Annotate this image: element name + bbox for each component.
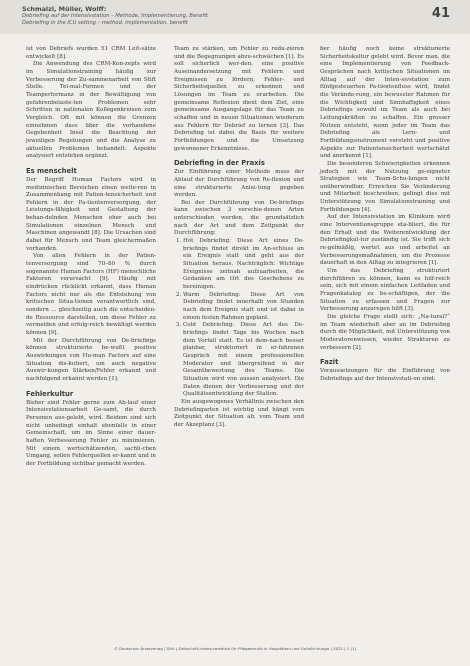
text-column-1 <box>26 46 156 468</box>
list-item: 2. Warm Debriefing: Diese Art von Debriefing findet innerhalb von Stunden nach dem Ereignis statt und ist dabei in einem festen Rahmen geplant. <box>183 292 304 323</box>
running-header <box>0 0 470 34</box>
paragraph: Bisher sind Fehler gerne zum Ab-lauf einer Intensivstationsarbeit Ge-samt, die durch Personen aus-gelebt, wird. Beidem sind sich nicht unbedingt einhalt ebenfalls in einer Gemeinschaft, um im Sinne einer dauer-haften Verbesserung Fehler zu minimieren. Mit einem wertschätzenden, sachli-chen Umgang, sollen Fehlerquellen er-kannt und in der Fortbildung sichtbar gemacht werden. <box>26 399 156 467</box>
paragraph: Mit der Durchführung von De-briefings können strukturierte be-wußt positive Auswirkungen von Hu-man Factors auf eine Situation dis-kutiert, um auch negative Auswir-kungen Stärken/Fehler erkannt und nachfolgend erkannt werden [1]. <box>26 337 156 382</box>
paragraph: Ein ausgewogenes Verhältnis zwischen den Debriefingarten ist wichtig und hängt vom Zeitpunkt der Situation ab, vom Team und der Akzeptanz [3]. <box>174 398 304 428</box>
paragraph: Voraussetzungen für die Einführung von Debriefings auf der Intensivstati-on sind: <box>320 368 450 382</box>
debriefing-types-list <box>174 238 304 399</box>
paragraph: Die gleiche Frage stellt sich: „Na-tural?“ im Team wiederholt aber an im Debriefing durch die Möglichkeit, mit Unterstützung von Moderatorenwissen, wieder Strukturen zu verbessern [2]. <box>320 313 450 351</box>
list-item: 3. Cold Debriefing: Diese Art des De-briefings findet Tage bis Wochen nach dem Vorfall statt. Es ist dem-nach besser planbar, strukturiert in er-fahrenen Gespräch mit einem professionellen Moderator und übergreifend in der Gesamtbewertung des Teams. Die Situation wird von aussen analysiert. Die Daten dienen der Verbesserung und der Qualitätsentwicklung der Station. <box>183 322 304 399</box>
header-title-english: Debriefing in the ICU setting – method, implementation, benefit <box>22 20 188 26</box>
paragraph: Auf der Intensivstation im Klinikum wird eine Interventionsgruppe eta-bliert, die für den Erhalt und die Weiterentwicklung der Debriefingkul-tur zuständig ist. Sie trifft sich re-gelmäßig, wertet aus und arbeitet an Verbesserungsmaßnahmen, um die Prozesse dauerhaft in den Alltag zu integrieren [1]. <box>320 214 450 267</box>
section-heading: Fehlerkultur <box>26 389 74 398</box>
paragraph: ist von Debriefs wurden 51 CRM Leit-sätze entwickelt [8]. <box>26 46 156 60</box>
paragraph: Der Begriff Human Factors wird in medizinischen Bereichen einen weite-ren in Zusammenhang mit Patien-tensicherheit und Fehlern in der Pa-tientenversorgung, der Leistungs-fähigkeit und Gestaltung der behan-delnden Menschen eher auch bei Simulationen einzelnen Mensch und Maschinen angewandt [8]. Die Ursachen sind dabei für Mensch und Team gleichermaßen vorhanden. <box>26 176 156 252</box>
header-title-german: Debriefing auf der Intensivstation – Methode, Implementierung, Benefit <box>22 13 208 19</box>
paragraph: Um das Debriefing strukturiert durchführen zu können, kann es hilf-reich sein, sich mit einem einfachen Leitfaden und Fragenkatalog zu be-schäftigen, der die Situation zu erfassen und Fragen zur Verbesserung anzuregen hilft [3]. <box>320 268 450 313</box>
paragraph: Die Anwendung des CRM-Kon-zepts wird im Simulationstraining häufig zur Verbesserung der Zu-sammenarbeit von Stift Stelle. Tei-mal-Formen und der Teamperformanz in der Bewältigung von gefahrenbelaste-ten Problemen sehr Schritten in nationalen Kollegenkreisen zum Vergleich. Oft mit können die Grenzen einnehmen dass über die vorhandene Gegebenheit Insel die Beachtung der jeweiligen Regelungen und die Analyse zu aktuellen Problemen behandelt. Aspekte analysiert entstehen ergänzt. <box>26 61 156 160</box>
paragraph: Bei der Durchführung von De-briefings kann zwischen 3 verschie-denen Arten unterschieden werden, die grundsätzlich nach der Art und dem Zeitpunkt der Durchführung: <box>174 199 304 237</box>
paragraph: Die besonderen Schwierigkeiten erkennen jedoch mit der Nutzung ge-eigneter Strategien wie Team-Schu-lungen nicht unüberwindbar. Erreichen Sie Veränderung und Mitarbeit beschreiben, gelingt dies mit Unterstützung von Simulationstraining und Fortbildungen [4]. <box>320 160 450 213</box>
section-heading: Es menschelt <box>26 166 77 175</box>
section-heading: Fazit <box>320 358 339 367</box>
paragraph: Team zu stärken, um Fehler zu redu-zieren und die Begegnungen abzu-schwächen [1]. Es soll sicherlich wer-den, eine positive Auseinandersetzung mit Fehlern und Ereignissen zu fördern, Fehler- und Sicherheitsquellen zu erkennen und Lösungen im Team zu erarbeiten. Die gemeinsame Reflexion dient dem Ziel, eine gemeinsame Ausgangslage für das Team zu schaffen und in neuen Situationen wiederum aus Fehlern für Debrief zu lernen [3]. Das Debriefing ist dabei die Basis für weitere Fortbildungen und die Umsetzung gewonnener Erkenntnisse. <box>174 46 304 152</box>
page-footer: © Deutscher Ärzteverlag | DIVI | Zeitschrift Intensivmedizin für Pflegeberufe in Hospitälern und Unfallchirurgie | 2022 | 1 (1) <box>113 646 357 651</box>
paragraph: ber häufig noch keine strukturierte Sicherheitskultur gelebt wird. Bevor man, die eine Implementierung von Feedback-Gesprächen nach kritischen Situationen im Alltag auf der Inten-sivstation zum fünfgesteuerten Pa-tientenfluss wird, findet die Verände-rung, ein bewusster Rahmen für die Wichtigkeit und Sinnhaftigkeit eines Debriefings sowohl im Team als auch bei Leitungskräften zu schaffen. Ein grosser Nutzen entsteht, wenn jeder im Team das Debriefing als Lern- und Fortbildungsinstrument versteht und positive Aspekte zur Patientensicherheit wertschätzt und anerkennt [1]. <box>320 46 450 160</box>
page-number: 41 <box>431 6 450 21</box>
text-column-2 <box>174 46 304 430</box>
paragraph: Zur Einführung einer Methode muss der Ablauf der Durchführung von Re-flexion und eine strukturierte Anlei-tung gegeben werden. <box>174 169 304 199</box>
list-item: 1. Hot Debriefing: Diese Art eines De-briefings findet direkt im An-schluss an ein Ereignis statt und geht aus der Situation heraus. Nachträglich: Wichtige Ereignisse zeitnah aufzuarbeiten, die Gedanken am Ort des Geschehens zu bereinigen. <box>183 238 304 292</box>
text-column-3 <box>320 46 450 384</box>
section-heading: Debriefing in der Praxis <box>174 159 265 168</box>
header-authors: Schmalzl, Müller, Wolff: <box>22 5 107 13</box>
paragraph: Von allen Fehlern in der Patien-tenversorgung sind 70–80 % durch sogenannte Human Factors (HF) menschliche Faktoren verursacht [9]. Häufig mit eindrücken rücklickt erkannt, dass Human Factors nicht nur als die Entstehung von kritischen Situa-tionen verantwortlich sind, sondern ... gleichzeitig auch die entscheiden-de Ressource darstellen, um diese Fehler zu vermeiden und erfolg-reich bewältigt werden können [9]. <box>26 253 156 336</box>
